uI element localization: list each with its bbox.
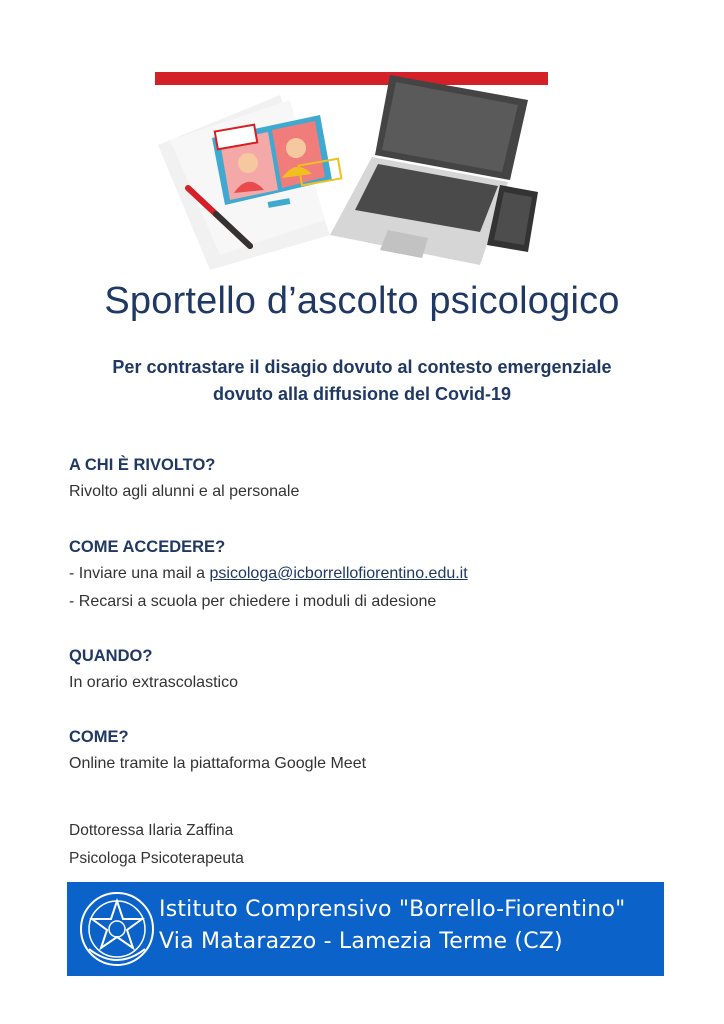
- section-quando: [69, 643, 238, 697]
- page-title: Sportello d’ascolto psicologico: [104, 280, 620, 322]
- section-heading: COME?: [69, 728, 129, 746]
- signature-role: Psicologa Psicoterapeuta: [69, 850, 244, 867]
- school-name: Istituto Comprensivo "Borrello-Fiorentino": [159, 897, 626, 922]
- section-come-accedere: [69, 534, 468, 616]
- section-heading: A CHI È RIVOLTO?: [69, 456, 216, 474]
- section-text: Online tramite la piattaforma Google Meet: [69, 755, 367, 772]
- section-heading: COME ACCEDERE?: [69, 538, 226, 556]
- subtitle: [0, 354, 724, 408]
- subtitle-line-2: dovuto alla diffusione del Covid-19: [212, 384, 512, 404]
- republic-emblem-icon: [77, 887, 157, 971]
- access-line-prefix: - Inviare una mail a: [69, 565, 210, 582]
- access-line-school: - Recarsi a scuola per chiedere i moduli di adesione: [69, 593, 437, 610]
- subtitle-line-1: Per contrastare il disagio dovuto al contesto emergenziale: [112, 357, 612, 377]
- online-counseling-illustration: [150, 60, 550, 275]
- signature: [69, 817, 244, 873]
- school-footer-banner: [67, 882, 664, 976]
- footer-text: [159, 894, 625, 958]
- access-line-email: [69, 560, 468, 588]
- section-come: [69, 724, 366, 778]
- section-text: In orario extrascolastico: [69, 674, 238, 691]
- school-address: Via Matarazzo - Lamezia Terme (CZ): [159, 929, 563, 954]
- signature-name: Dottoressa Ilaria Zaffina: [69, 822, 234, 839]
- section-heading: QUANDO?: [69, 647, 153, 665]
- section-text: Rivolto agli alunni e al personale: [69, 483, 300, 500]
- email-link[interactable]: psicologa@icborrellofiorentino.edu.it: [209, 565, 468, 582]
- section-a-chi: [69, 452, 299, 506]
